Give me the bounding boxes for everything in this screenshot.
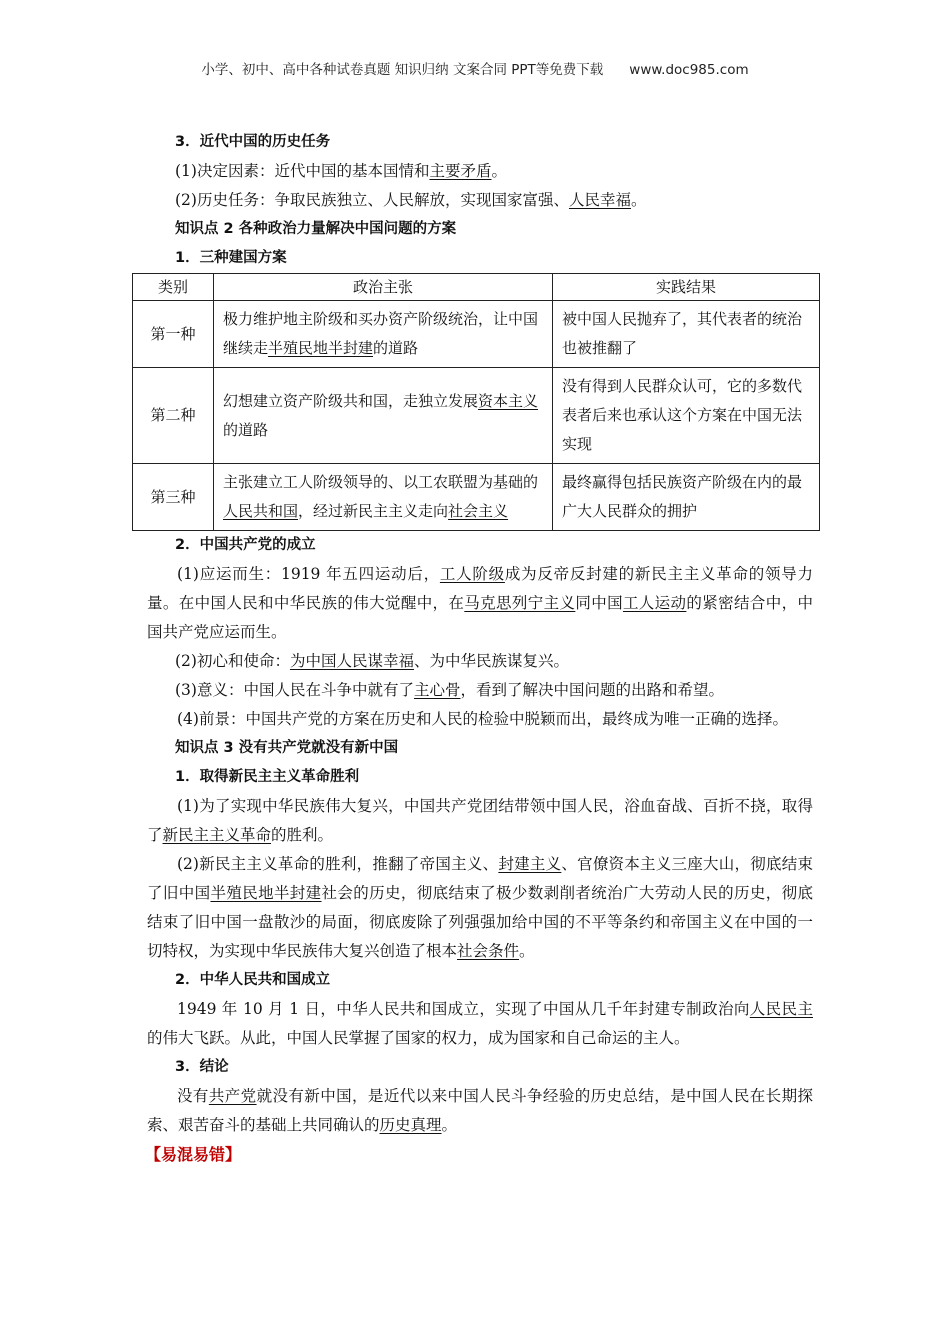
paragraph: (1)应运而生：1919 年五四运动后，工人阶级成为反帝反封建的新民主主义革命的领导力量。在中国人民和中华民族的伟大觉醒中，在马克思列宁主义同中国工人运动的紧密结合中，中国共产党应运而生。: [147, 565, 813, 641]
table-cell: 极力维护地主阶级和买办资产阶级统治，让中国继续走半殖民地半封建的道路: [214, 301, 553, 368]
table-row: [133, 464, 820, 531]
table-cell: 第二种: [133, 368, 214, 464]
section-title: 3．近代中国的历史任务: [175, 134, 331, 150]
paragraph: (2)历史任务：争取民族独立、人民解放，实现国家富强、人民幸福。: [175, 191, 647, 209]
header-text: 小学、初中、高中各种试卷真题 知识归纳 文案合同 PPT等免费下载: [201, 62, 604, 78]
table-row: [133, 301, 820, 368]
paragraph: (2)新民主主义革命的胜利，推翻了帝国主义、封建主义、官僚资本主义三座大山，彻底结束了旧中国半殖民地半封建社会的历史，彻底结束了极少数剥削者统治广大劳动人民的历史，彻底结束了旧中国一盘散沙的局面，彻底废除了列强强加给中国的不平等条约和帝国主义在中国的一切特权，为实现中华民族伟大复兴创造了根本社会条件。: [147, 855, 813, 960]
table-cell: 没有得到人民群众认可，它的多数代表者后来也承认这个方案在中国无法实现: [553, 368, 820, 464]
paragraph: (1)决定因素：近代中国的基本国情和主要矛盾。: [175, 162, 507, 180]
document-body: [145, 128, 813, 1169]
paragraph: (3)意义：中国人民在斗争中就有了主心骨，看到了解决中国问题的出路和希望。: [175, 681, 724, 699]
confusion-heading: 【易混易错】: [145, 1145, 242, 1164]
paragraph: 没有共产党就没有新中国，是近代以来中国人民斗争经验的历史总结，是中国人民在长期探索、艰苦奋斗的基础上共同确认的历史真理。: [147, 1087, 813, 1134]
paragraph: 1949 年 10 月 1 日，中华人民共和国成立，实现了中国从几千年封建专制政治向人民民主的伟大飞跃。从此，中国人民掌握了国家的权力，成为国家和自己命运的主人。: [147, 1000, 813, 1047]
header-politics: 政治主张: [214, 274, 553, 301]
paragraph: (1)为了实现中华民族伟大复兴，中国共产党团结带领中国人民，浴血奋战、百折不挠，取得了新民主主义革命的胜利。: [147, 797, 813, 844]
table-header-row: [133, 274, 820, 301]
table-cell: 第三种: [133, 464, 214, 531]
subsection-title: 2．中国共产党的成立: [175, 537, 316, 553]
table-cell: 主张建立工人阶级领导的、以工农联盟为基础的人民共和国，经过新民主主义走向社会主义: [214, 464, 553, 531]
plans-table: [132, 273, 820, 531]
page-header: [0, 58, 950, 78]
table-cell: 被中国人民抛弃了，其代表者的统治也被推翻了: [553, 301, 820, 368]
subsection-title: 1．三种建国方案: [175, 250, 287, 266]
subsection-title: 2．中华人民共和国成立: [175, 972, 331, 988]
table-cell: 幻想建立资产阶级共和国，走独立发展资本主义的道路: [214, 368, 553, 464]
table-cell: 最终赢得包括民族资产阶级在内的最广大人民群众的拥护: [553, 464, 820, 531]
table-cell: 第一种: [133, 301, 214, 368]
knowledge-point-title: 知识点 3 没有共产党就没有新中国: [175, 740, 399, 756]
header-url[interactable]: www.doc985.com: [629, 62, 749, 78]
header-category: 类别: [133, 274, 214, 301]
knowledge-point-title: 知识点 2 各种政治力量解决中国问题的方案: [175, 221, 457, 237]
table-row: [133, 368, 820, 464]
paragraph: (4)前景：中国共产党的方案在历史和人民的检验中脱颖而出，最终成为唯一正确的选择。: [177, 710, 788, 728]
header-result: 实践结果: [553, 274, 820, 301]
paragraph: (2)初心和使命：为中国人民谋幸福、为中华民族谋复兴。: [175, 652, 569, 670]
subsection-title: 1．取得新民主主义革命胜利: [175, 769, 360, 785]
subsection-title: 3．结论: [175, 1059, 229, 1075]
